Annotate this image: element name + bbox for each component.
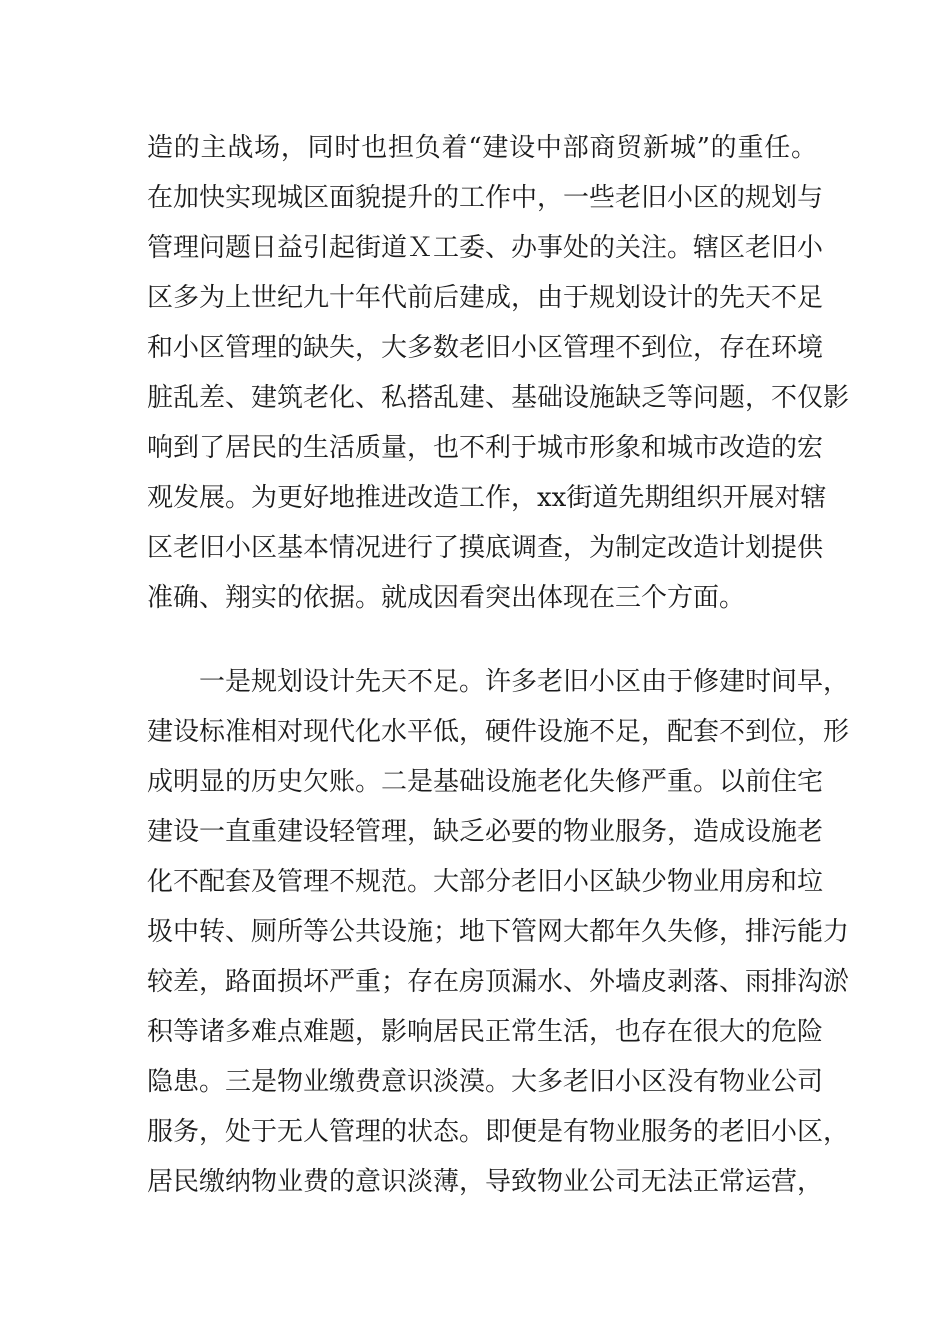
paragraph-line: 一是规划设计先天不足。许多老旧小区由于修建时间早， [199, 667, 850, 697]
paragraph-line: 服务，处于无人管理的状态。即便是有物业服务的老旧小区， [147, 1117, 850, 1147]
paragraph-line: 建设标准相对现代化水平低，硬件设施不足，配套不到位，形 [147, 717, 850, 747]
paragraph-line: 建设一直重建设轻管理，缺乏必要的物业服务，造成设施老 [147, 817, 824, 847]
paragraph-line: 造的主战场，同时也担负着“建设中部商贸新城”的重任。 [147, 133, 817, 163]
paragraph-line: 化不配套及管理不规范。大部分老旧小区缺少物业用房和垃 [147, 867, 824, 897]
paragraph-line: 在加快实现城区面貌提升的工作中，一些老旧小区的规划与 [147, 183, 824, 213]
paragraph-line: 区多为上世纪九十年代前后建成，由于规划设计的先天不足 [147, 283, 824, 313]
paragraph-line: 居民缴纳物业费的意识淡薄，导致物业公司无法正常运营， [147, 1167, 824, 1197]
paragraph-line: 准确、翔实的依据。就成因看突出体现在三个方面。 [147, 583, 746, 613]
paragraph-line: 和小区管理的缺失，大多数老旧小区管理不到位，存在环境 [147, 333, 824, 363]
paragraph-line: 脏乱差、建筑老化、私搭乱建、基础设施缺乏等问题，不仅影 [147, 383, 850, 413]
paragraph-line: 管理问题日益引起街道Ｘ工委、办事处的关注。辖区老旧小 [147, 233, 824, 263]
paragraph-line: 较差，路面损坏严重；存在房顶漏水、外墙皮剥落、雨排沟淤 [147, 967, 850, 997]
paragraph-line: 响到了居民的生活质量，也不利于城市形象和城市改造的宏 [147, 433, 824, 463]
paragraph-line: 圾中转、厕所等公共设施；地下管网大都年久失修，排污能力 [147, 917, 850, 947]
paragraph-line: 积等诸多难点难题，影响居民正常生活，也存在很大的危险 [147, 1017, 824, 1047]
paragraph-line: 区老旧小区基本情况进行了摸底调查，为制定改造计划提供 [147, 533, 824, 563]
paragraph-line: 观发展。为更好地推进改造工作，xx街道先期组织开展对辖 [147, 483, 827, 513]
paragraph-line: 隐患。三是物业缴费意识淡漠。大多老旧小区没有物业公司 [147, 1067, 824, 1097]
paragraph-line: 成明显的历史欠账。二是基础设施老化失修严重。以前住宅 [147, 767, 824, 797]
